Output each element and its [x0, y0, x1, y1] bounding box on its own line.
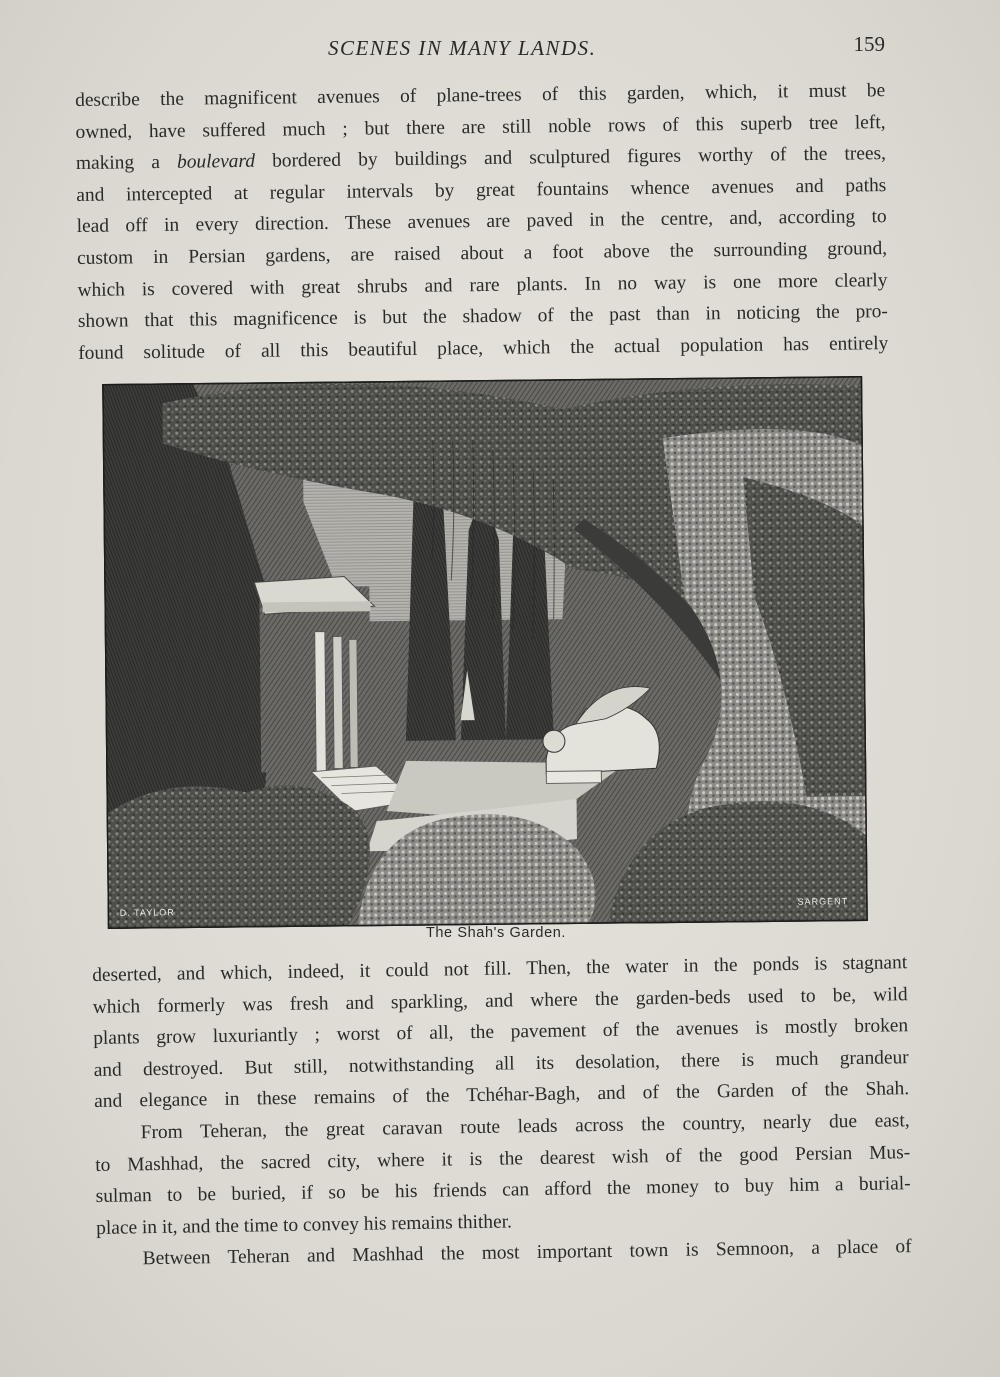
figure-caption — [0, 925, 1000, 941]
text-line: shown that this magnificence is but the shadow of the past than in noticing the pro- — [77, 301, 888, 333]
text-line: lead off in every direction. These avenues are paved in the centre, and, according to — [76, 206, 887, 238]
engraving-shahs-garden — [102, 376, 868, 929]
text-line: found solitude of all this beautiful place, which the actual population has entirely — [78, 332, 889, 364]
text-line: Between Teheran and Mashhad the most important town is Semnoon, a place of — [142, 1236, 912, 1270]
engraving-illustration — [102, 376, 868, 929]
text-line: making a boulevard bordered by buildings and sculptured figures worthy of the trees, — [75, 143, 887, 175]
page-number: 159 — [853, 32, 885, 56]
caption-text: The Shah's Garden. — [425, 925, 567, 941]
paragraph-bottom — [92, 947, 912, 1276]
page-header — [70, 30, 885, 70]
engraver-signature-right: SARGENT — [797, 896, 849, 907]
paragraph-top — [75, 75, 888, 369]
text-line: describe the magnificent avenues of plane-trees of this garden, which, it must be — [75, 80, 886, 111]
text-line: and destroyed. But still, notwithstanding all its desolation, there is much grandeur — [93, 1046, 909, 1081]
text-line: From Teheran, the great caravan route leads across the country, nearly due east, — [140, 1110, 910, 1144]
text-line: custom in Persian gardens, are raised about a foot above the surrounding ground, — [76, 238, 888, 269]
text-line: which is covered with great shrubs and rare plants. In no way is one more clearly — [77, 269, 888, 301]
text-line: owned, have suffered much ; but there are still noble rows of this superb tree left, — [75, 111, 886, 143]
emphasized-word: boulevard — [176, 150, 256, 173]
text-line: deserted, and which, indeed, it could not fill. Then, the water in the ponds is stagnant — [92, 952, 908, 986]
text-line: to Mashhad, the sacred city, where it is the dearest wish of the good Persian Mus- — [95, 1141, 911, 1176]
engraver-signature-left: D. TAYLOR — [119, 907, 175, 918]
text-line: place in it, and the time to convey his remains thither. — [96, 1211, 513, 1239]
text-line: and elegance in these remains of the Tchéhar-Bagh, and of the Garden of the Shah. — [94, 1078, 910, 1113]
text-line: and intercepted at regular intervals by great fountains whence avenues and paths — [76, 174, 887, 206]
text-line: which formerly was fresh and sparkling, and where the garden-beds used to be, wild — [92, 983, 908, 1018]
running-head: SCENES IN MANY LANDS. — [328, 36, 597, 60]
text-line: plants grow luxuriantly ; worst of all, the pavement of the avenues is mostly broken — [93, 1015, 909, 1050]
text-line: sulman to be buried, if so be his friends can afford the money to buy him a burial- — [95, 1173, 911, 1208]
